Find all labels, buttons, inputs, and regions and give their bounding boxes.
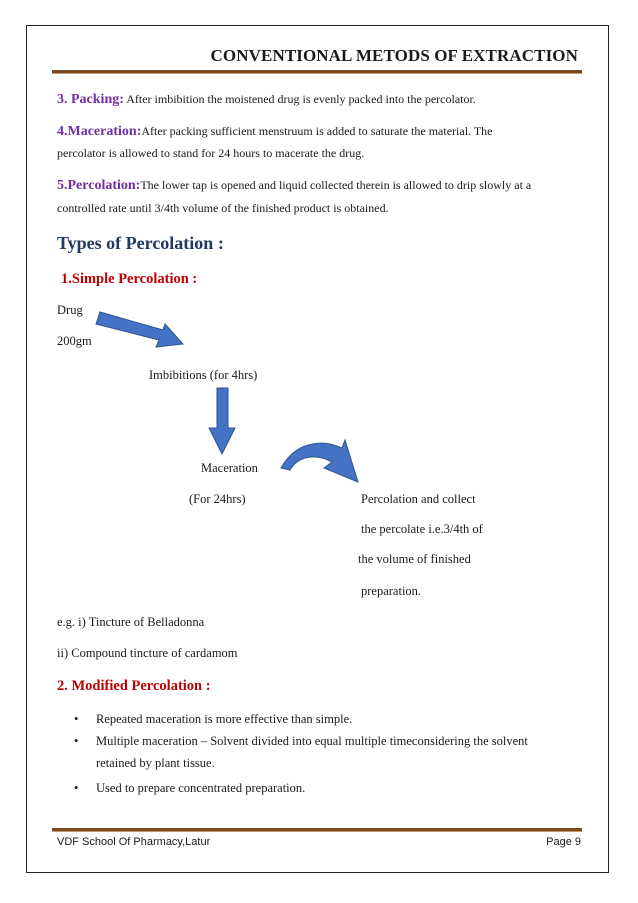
list-item — [74, 712, 352, 727]
subsection-heading: 1.Simple Percolation : — [61, 271, 198, 287]
example-item: ii) Compound tincture of cardamom — [57, 646, 238, 660]
step-text: After packing sufficient menstruum is added to saturate the material. The — [141, 124, 493, 138]
list-item-text: Used to prepare concentrated preparation. — [96, 781, 306, 795]
flow-imbibition: Imbibitions (for 4hrs) — [149, 368, 258, 382]
step-text: After imbibition the moistened drug is evenly packed into the percolator. — [126, 92, 476, 106]
section-title: Types of Percolation : — [57, 233, 224, 253]
flow-maceration: Maceration — [201, 461, 258, 475]
step-text: The lower tap is opened and liquid collected therein is allowed to drip slowly at a — [140, 178, 532, 192]
footer-school: VDF School Of Pharmacy,Latur — [57, 836, 211, 848]
diagonal-arrow-icon — [96, 312, 183, 347]
list-item — [74, 734, 528, 749]
list-item-continued: retained by plant tissue. — [96, 756, 215, 770]
flow-percolation-line: Percolation and collect — [361, 492, 476, 506]
page-number: Page 9 — [546, 836, 581, 848]
example-item: e.g. i) Tincture of Belladonna — [57, 615, 205, 629]
list-item-text: Multiple maceration – Solvent divided into equal multiple timeconsidering the solvent — [96, 734, 528, 748]
step-text-continued: controlled rate until 3/4th volume of the finished product is obtained. — [57, 201, 389, 215]
list-item — [74, 781, 305, 796]
bullet-icon: • — [74, 712, 79, 726]
flow-maceration-time: (For 24hrs) — [189, 492, 246, 506]
down-arrow-icon — [209, 388, 235, 454]
flow-amount: 200gm — [57, 334, 92, 348]
flow-drug: Drug — [57, 303, 83, 317]
flow-percolation-line: the percolate i.e.3/4th of — [361, 522, 483, 536]
list-item-text: Repeated maceration is more effective than simple. — [96, 712, 353, 726]
flow-percolation-line: the volume of finished — [358, 552, 471, 566]
page-title: CONVENTIONAL METODS OF EXTRACTION — [210, 46, 578, 65]
step-heading: 4.Maceration: — [57, 124, 142, 139]
step-heading: 5.Percolation: — [57, 178, 141, 193]
footer-divider — [52, 828, 582, 832]
subsection-heading: 2. Modified Percolation : — [57, 678, 211, 694]
step-text-continued: percolator is allowed to stand for 24 hours to macerate the drug. — [57, 146, 365, 160]
bullet-icon: • — [74, 734, 79, 748]
flow-percolation-line: preparation. — [361, 584, 422, 598]
step-heading: 3. Packing: — [57, 92, 124, 107]
curved-arrow-icon — [281, 440, 358, 482]
bullet-icon: • — [74, 781, 79, 795]
